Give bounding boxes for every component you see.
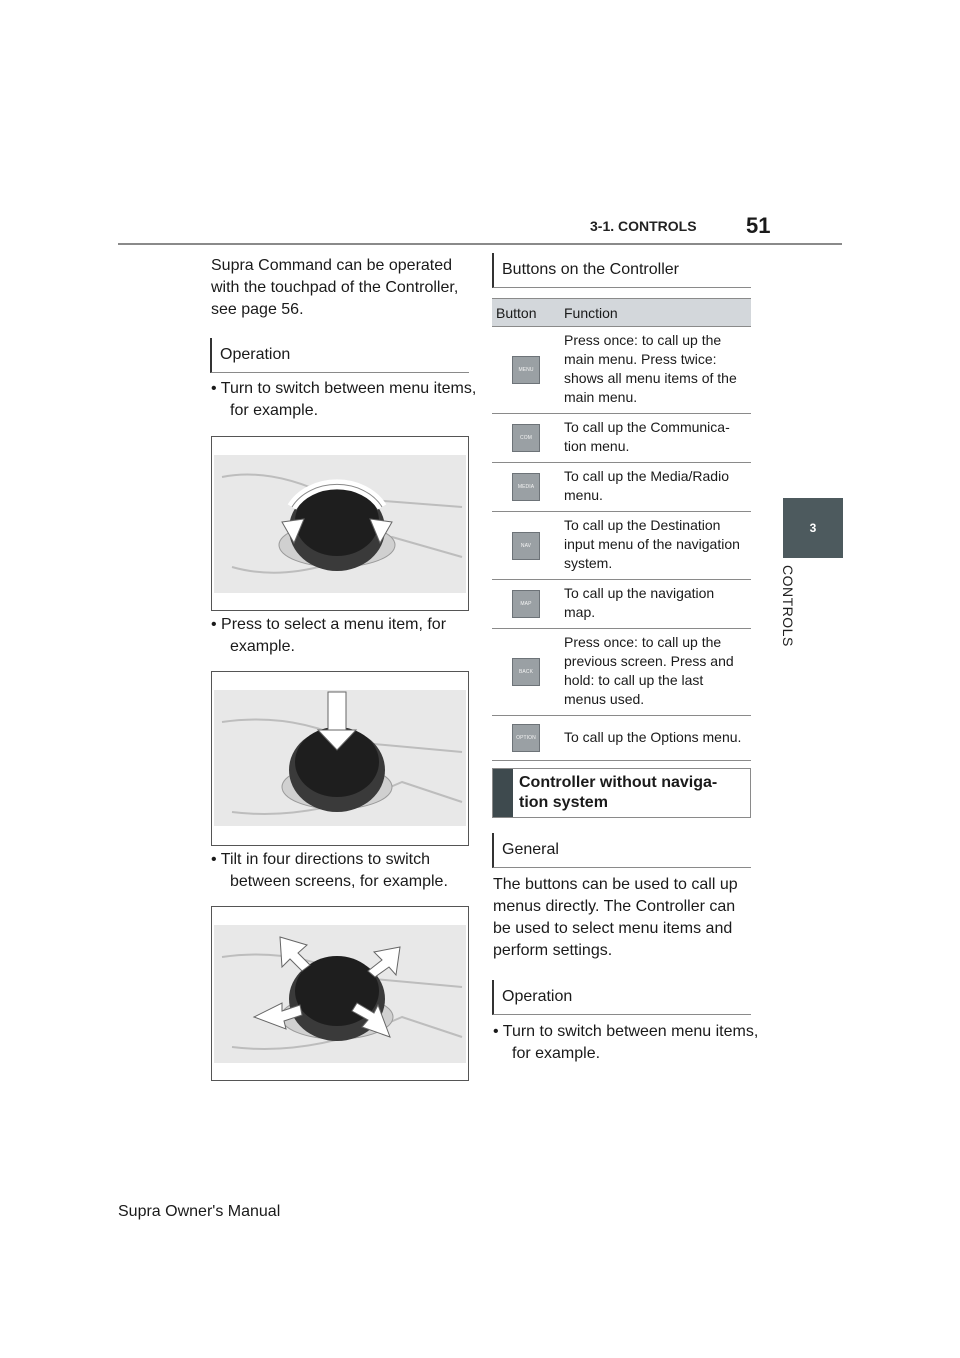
com-key-icon[interactable]: COM [512, 424, 540, 452]
chapter-label: CONTROLS [780, 565, 796, 647]
table-row [492, 512, 751, 580]
table-cell-desc: To call up the Options menu. [560, 716, 751, 761]
page-number: 51 [746, 213, 771, 238]
operation-heading: Operation [210, 338, 469, 373]
heading-accent-bar [493, 769, 513, 817]
bullet-turn: • Turn to switch between menu items, for example. [211, 380, 477, 419]
table-cell-desc: To call up the Destination input menu of the navigation system. [560, 512, 751, 580]
intro-text: Supra Command can be operated with the touchpad of the Controller, see page 56. [211, 257, 459, 318]
figure-press [211, 671, 469, 846]
map-key-icon[interactable]: MAP [512, 590, 540, 618]
figure-tilt [211, 906, 469, 1081]
table-row [492, 463, 751, 512]
section-title: 3-1. CONTROLS [590, 218, 697, 234]
table-cell-desc: To call up the Media/Radio menu. [560, 463, 751, 512]
general-heading: General [492, 833, 751, 868]
nav-key-icon[interactable]: NAV [512, 532, 540, 560]
bullet-press: • Press to select a menu item, for example. [211, 616, 447, 655]
table-header-row [492, 299, 751, 327]
table-row [492, 327, 751, 414]
back-key-icon[interactable]: BACK [512, 658, 540, 686]
controller-turn-illustration [212, 437, 468, 610]
table-row [492, 629, 751, 716]
col-function-header: Function [560, 299, 751, 327]
buttons-table [492, 298, 751, 761]
controller-without-nav-heading: Controller without naviga-tion system [492, 768, 751, 818]
bullet-tilt: • Tilt in four directions to switch between screens, for example. [211, 851, 448, 890]
chapter-tab[interactable]: 3 [783, 498, 843, 558]
bullet-turn-right: • Turn to switch between menu items, for example. [493, 1023, 759, 1062]
table-cell-desc: Press once: to call up the previous screen. Press and hold: to call up the last menus used. [560, 629, 751, 716]
table-row [492, 414, 751, 463]
media-key-icon[interactable]: MEDIA [512, 473, 540, 501]
footer-title: Supra Owner's Manual [118, 1203, 281, 1220]
figure-turn [211, 436, 469, 611]
header-rule [118, 243, 842, 245]
table-cell-desc: Press once: to call up the main menu. Press twice: shows all menu items of the main menu. [560, 327, 751, 414]
col-button-header: Button [492, 299, 560, 327]
general-text: The buttons can be used to call up menus directly. The Controller can be used to select menu items and perform settings. [493, 876, 738, 959]
buttons-heading: Buttons on the Controller [492, 253, 751, 288]
table-cell-desc: To call up the Communica-tion menu. [560, 414, 751, 463]
table-row [492, 580, 751, 629]
table-row [492, 716, 751, 761]
operation-heading-right: Operation [492, 980, 751, 1015]
controller-press-illustration [212, 672, 468, 845]
table-cell-desc: To call up the navigation map. [560, 580, 751, 629]
option-key-icon[interactable]: OPTION [512, 724, 540, 752]
controller-tilt-illustration [212, 907, 468, 1080]
menu-key-icon[interactable]: MENU [512, 356, 540, 384]
